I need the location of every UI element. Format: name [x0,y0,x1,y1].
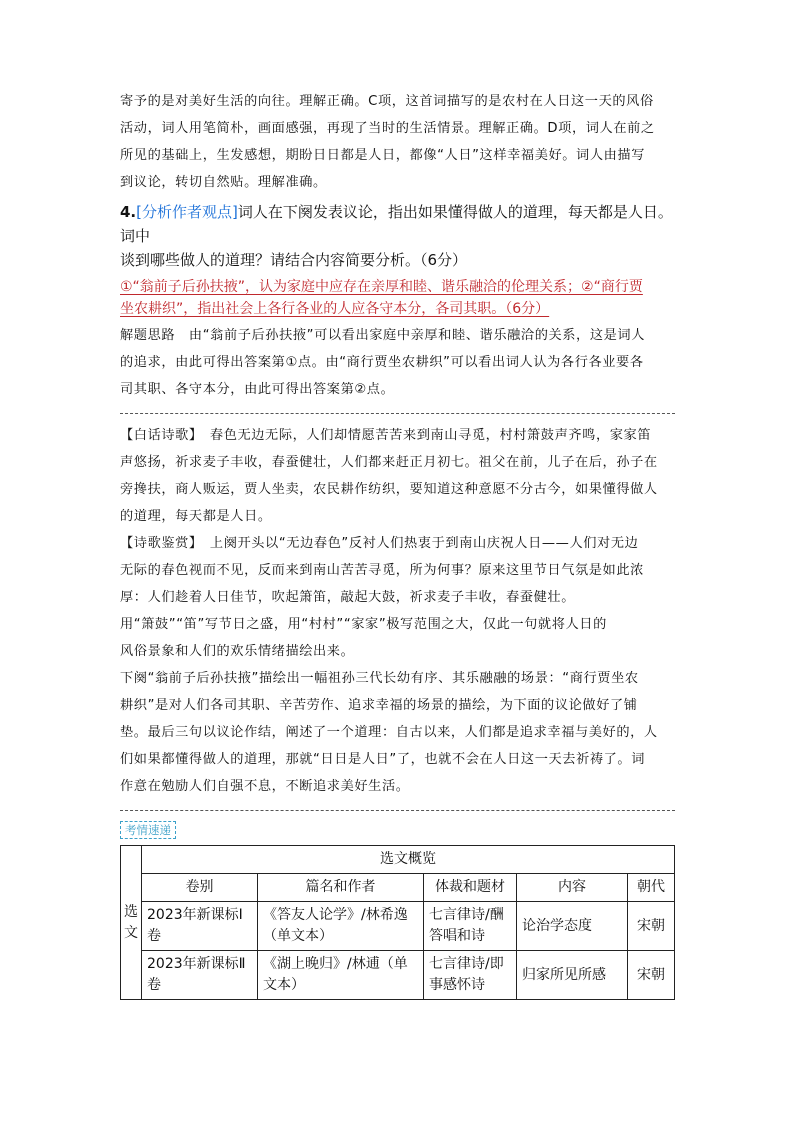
text-line: 的道理，每天都是人日。 [120,509,272,524]
text-line: 们如果都懂得做人的道理，那就“日日是人日”了，也就不会在人日这一天去祈祷了。词 [120,752,645,767]
table-cell: 宋朝 [628,951,675,1000]
overview-table [120,845,675,1000]
text-line: 寄予的是对美好生活的向往。理解正确。C项，这首词描写的是农村在人日这一天的风俗 [120,94,654,109]
text-line: 垫。最后三句以议论作结，阐述了一个道理：自古以来，人们都是追求幸福与美好的，人 [120,725,658,740]
text-line: 耕织”是对人们各司其职、辛苦劳作、追求幸福的场景的描绘，为下面的议论做好了铺 [120,698,638,713]
table-cell: 《湖上晚归》/林逋（单文本） [258,951,424,1000]
table-row [121,951,675,1000]
text-line: 【诗歌鉴赏】 上阕开头以“无边春色”反衬人们热衷于到南山庆祝人日——人们对无边 [120,536,639,551]
section-badge: 考情速递 [120,821,176,839]
answer-line: 坐农耕织”，指出社会上各行各业的人应各守本分，各司其职。（6分） [120,301,550,317]
text-line: 声悠扬，祈求麦子丰收，春蚕健壮，人们都来赶正月初七。祖父在前，儿子在后，孙子在 [120,455,658,470]
text-line: 下阕“翁前子后孙扶掖”描绘出一幅祖孙三代长幼有序、其乐融融的场景：“商行贾坐农 [120,671,639,686]
table-cell: 2023年新课标Ⅰ卷 [142,902,258,951]
table-cell: 2023年新课标Ⅱ卷 [142,951,258,1000]
text-line: 用“箫鼓”“笛”写节日之盛，用“村村”“家家”极写范围之大，仅此一句就将人日的 [120,617,607,632]
column-header: 朝代 [628,874,675,902]
table-cell: 《答友人论学》/林希逸（单文本） [258,902,424,951]
text-line: 【白话诗歌】 春色无边无际，人们却情愿苦苦来到南山寻觅，村村箫鼓声齐鸣，家家笛 [120,428,652,443]
table-row [121,874,675,902]
dashed-divider [120,810,675,811]
text-line: 风俗景象和人们的欢乐情绪描绘出来。 [120,644,355,659]
question-text-line: 谈到哪些做人的道理？请结合内容简要分析。（6分） [120,251,468,269]
text-line: 作意在勉励人们自强不息，不断追求美好生活。 [120,779,410,794]
question-number: 4. [120,203,137,221]
text-line: 活动，词人用笔简朴，画面感强，再现了当时的生活情景。理解正确。D项，词人在前之 [120,121,655,136]
question-4 [120,200,675,272]
page-content [120,88,675,1000]
table-cell: 七言律诗/即事感怀诗 [424,951,517,1000]
solution-paragraph [120,322,675,403]
text-line: 到议论，转切自然贴。理解准确。 [120,175,327,190]
text-line: 所见的基础上，生发感想，期盼日日都是人日，都像“人日”这样幸福美好。词人由描写 [120,148,645,163]
answer-line: ①“翁前子后孙扶掖”，认为家庭中应存在亲厚和睦、谐乐融洽的伦理关系；②“商行贾 [120,279,643,295]
column-header: 内容 [517,874,628,902]
text-line: 的追求，由此可得出答案第①点。由“商行贾坐农耕织”可以看出词人认为各行各业要各 [120,355,644,370]
appreciation-paragraph [120,530,675,800]
column-header: 卷别 [142,874,258,902]
text-line: 厚：人们趁着人日佳节，吹起箫笛，敲起大鼓，祈求麦子丰收，春蚕健壮。 [120,590,575,605]
question-text-line: 词人在下阕发表议论，指出如果懂得做人的道理，每天都是人日。词中 [120,203,673,245]
analysis-paragraph [120,88,675,196]
text-line: 解题思路 由“翁前子后孙扶掖”可以看出家庭中亲厚和睦、谐乐融洽的关系，这是词人 [120,328,645,343]
answer [120,276,675,320]
table-header: 选文概览 [142,846,675,874]
column-header: 篇名和作者 [258,874,424,902]
text-line: 司其职、各守本分，由此可得出答案第②点。 [120,382,395,397]
dashed-divider [120,413,675,414]
table-cell: 论治学态度 [517,902,628,951]
translation-paragraph [120,422,675,530]
text-line: 旁搀扶，商人贩运，贾人坐卖，农民耕作纺织，要知道这种意愿不分古今，如果懂得做人 [120,482,658,497]
question-tag: [分析作者观点] [136,203,238,221]
table-cell: 七言律诗/酬答唱和诗 [424,902,517,951]
table-cell: 归家所见所感 [517,951,628,1000]
table-row [121,902,675,951]
table-row [121,846,675,874]
column-header: 体裁和题材 [424,874,517,902]
table-cell: 宋朝 [628,902,675,951]
side-label-cell: 选文 [121,846,142,1000]
text-line: 无际的春色视而不见，反而来到南山苦苦寻觅，所为何事？原来这里节日气氛是如此浓 [120,563,644,578]
